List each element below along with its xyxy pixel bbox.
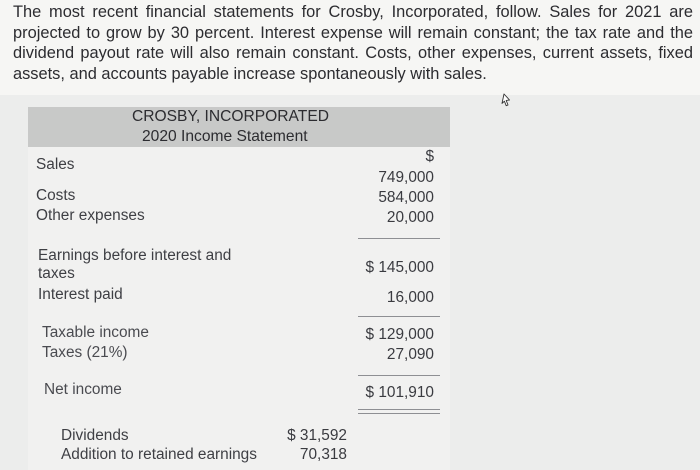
taxes-label: Taxes (21%) bbox=[42, 344, 128, 361]
question-area bbox=[0, 0, 700, 95]
problem-text: The most recent financial statements for Crosby, Incorporated, follow. Sales for 2021 are projected to grow by 30 percent. Interest expense will remain constant; the tax rate and the dividend payout rate will also remain constant. Costs, other expenses, current assets, fixed assets, and accounts payable increase spontaneously with sales. bbox=[13, 3, 693, 83]
ebit-label-line2: taxes bbox=[38, 265, 75, 282]
sales-currency: $ bbox=[425, 148, 434, 165]
costs-value: 584,000 bbox=[378, 189, 434, 206]
ebit-label-line1: Earnings before interest and bbox=[38, 247, 232, 264]
income-statement-table bbox=[28, 107, 450, 470]
retained-earnings-label: Addition to retained earnings bbox=[61, 446, 257, 463]
sales-label: Sales bbox=[36, 156, 75, 173]
dividends-label: Dividends bbox=[61, 427, 129, 444]
ebit-value: $ 145,000 bbox=[365, 259, 434, 276]
interest-value: 16,000 bbox=[386, 289, 434, 306]
retained-earnings-value: 70,318 bbox=[299, 446, 347, 463]
taxes-value: 27,090 bbox=[386, 346, 434, 363]
subtotal-rule bbox=[358, 375, 440, 376]
taxable-income-label: Taxable income bbox=[42, 324, 149, 341]
other-expenses-label: Other expenses bbox=[36, 207, 145, 224]
costs-label: Costs bbox=[36, 187, 76, 204]
interest-label: Interest paid bbox=[38, 286, 123, 303]
statement-title: 2020 Income Statement bbox=[142, 128, 308, 145]
subtotal-rule bbox=[358, 316, 440, 317]
taxable-income-value: $ 129,000 bbox=[365, 326, 434, 343]
subtotal-rule bbox=[358, 238, 440, 239]
sales-value: 749,000 bbox=[378, 169, 434, 186]
mouse-pointer-icon bbox=[497, 93, 511, 107]
total-double-rule bbox=[358, 409, 440, 414]
statement-header bbox=[28, 107, 450, 147]
company-name: CROSBY, INCORPORATED bbox=[132, 108, 329, 125]
net-income-value: $ 101,910 bbox=[365, 384, 434, 401]
dividends-value: $ 31,592 bbox=[287, 427, 347, 444]
other-expenses-value: 20,000 bbox=[386, 209, 434, 226]
net-income-label: Net income bbox=[44, 381, 122, 398]
